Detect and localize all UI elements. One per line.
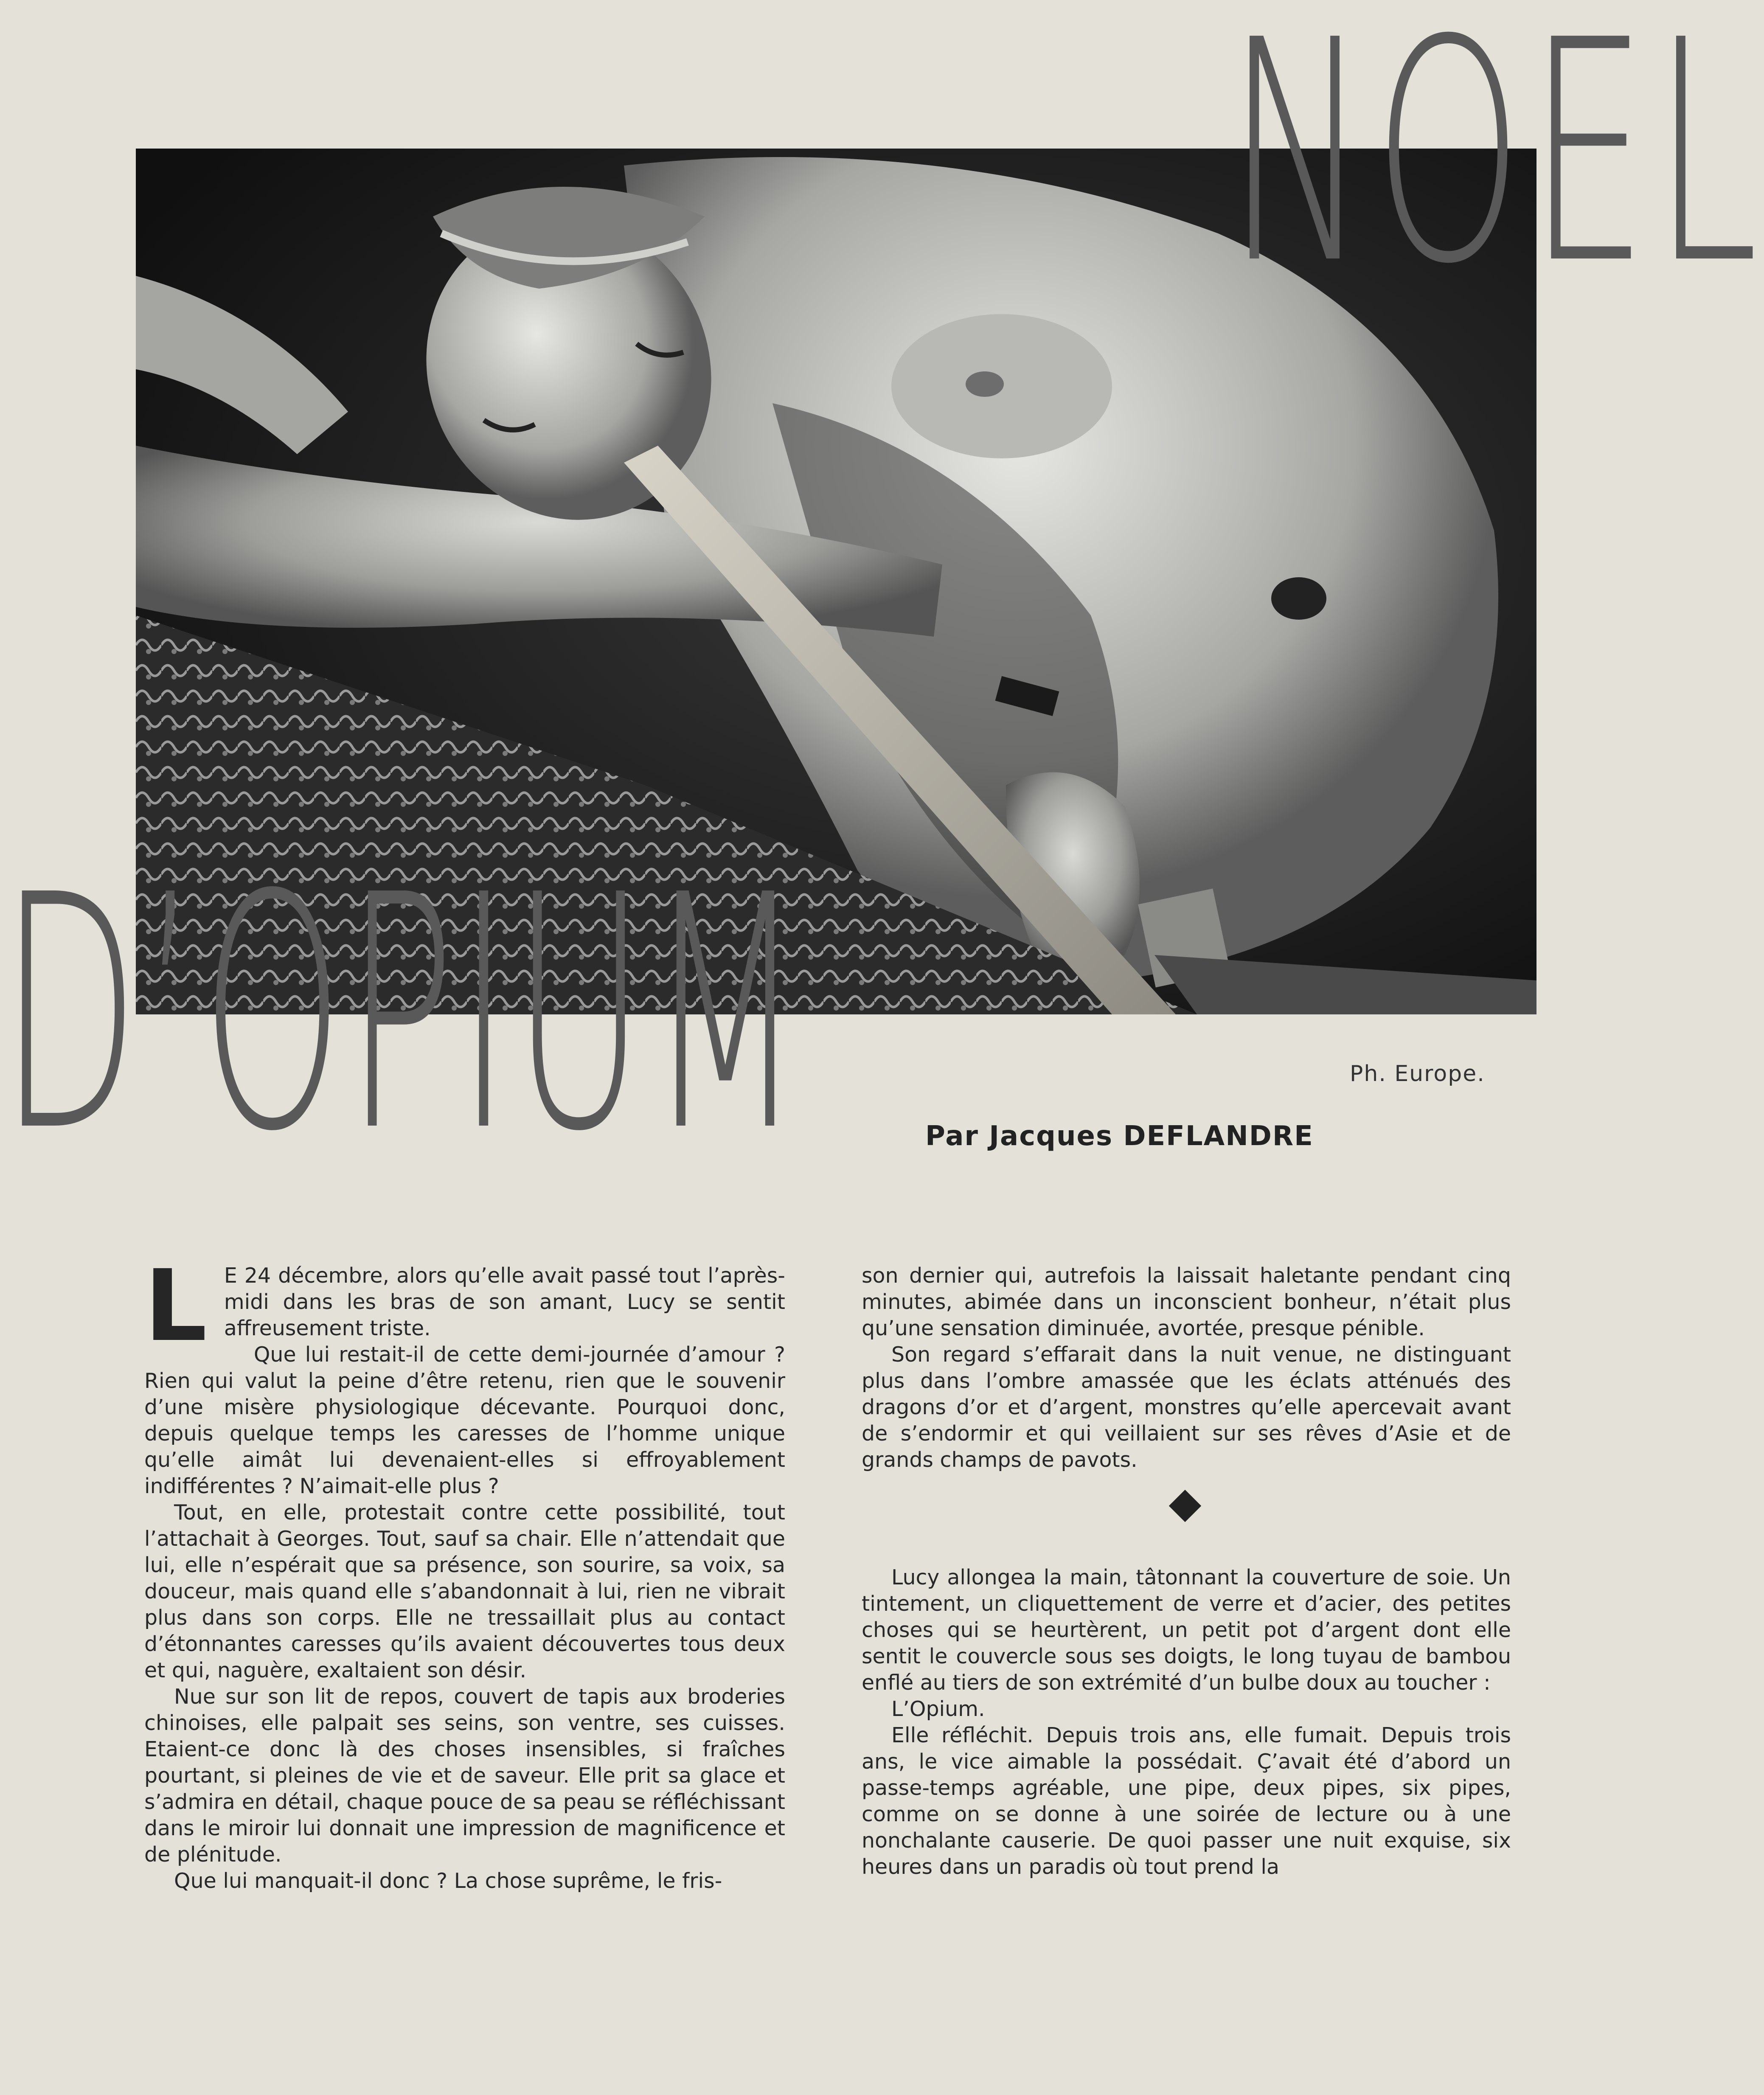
diamond-ornament-icon — [1169, 1490, 1201, 1522]
article-paragraph-2: Que lui restait-il de cette demi-journée d’amour ? Rien qui valut la peine d’être retenu, rien que le souvenir d’une misère physiologique décevante. Pourquoi donc, depuis quelque temps les caresses de l’homme unique qu’elle aimât lui devenaient-elles si effroyablement indifférentes ? N’aimait-elle plus ? — [144, 1342, 785, 1498]
article-paragraph-9: L’Opium. — [891, 1697, 985, 1721]
byline-author: DEFLANDRE — [1123, 1121, 1314, 1152]
article-paragraph-1-text: E 24 décembre, alors qu’elle avait passé tout l’après-midi dans les bras de son amant, Lucy se sentit affreusement triste. — [224, 1264, 785, 1340]
byline — [925, 1121, 1314, 1152]
article-paragraph-1 — [144, 1249, 785, 1363]
article-paragraph-3: Tout, en elle, protestait contre cette possibilité, tout l’attachait à Georges. Tout, sauf sa chair. Elle n’attendait que lui, elle n’espérait que sa présence, son sourire, sa voix, sa douceur, mais quand elle s’abandonnait à lui, rien ne vibrait plus dans son corps. Elle ne tressaillait plus au contact d’étonnantes caresses qu’ils avaient découvertes tous deux et qui, naguère, exaltaient son désir. — [144, 1500, 785, 1682]
article-paragraph-6: son dernier qui, autrefois la laissait haletante pendant cinq minutes, abimée dans un inconscient bonheur, n’était plus qu’une sensation diminuée, avortée, presque pénible. — [862, 1264, 1511, 1340]
article-paragraph-5: Que lui manquait-il donc ? La chose suprême, le fris- — [174, 1869, 722, 1893]
title-noel: NOEL — [1227, 0, 1764, 331]
section-separator — [862, 1473, 1511, 1564]
article-paragraph-10: Elle réfléchit. Depuis trois ans, elle fumait. Depuis trois ans, le vice aimable la possédait. Ç’avait été d’abord un passe-temps agréable, une pipe, deux pipes, six pipes, comme on se donne à une soirée de lecture ou à une nonchalante causerie. De quoi passer une nuit exquise, six heures dans un paradis où tout prend la — [862, 1723, 1511, 1879]
dropcap: L — [144, 1249, 207, 1363]
article-paragraph-4: Nue sur son lit de repos, couvert de tapis aux broderies chinoises, elle palpait ses seins, son ventre, ses cuisses. Etaient-ce donc là des choses insensibles, si fraîches pourtant, si pleines de vie et de saveur. Elle prit sa glace et s’admira en détail, chaque pouce de sa peau se réfléchissant dans le miroir lui donnait une impression de magnificence et de plénitude. — [144, 1685, 785, 1867]
article-paragraph-8: Lucy allongea la main, tâtonnant la couverture de soie. Un tintement, un cliquettement de verre et d’acier, des petites choses qui se heurtèrent, un petit pot d’argent dont elle sentit le couvercle sous ses doigts, le long tuyau de bambou enflé au tiers de son extrémité d’un bulbe doux au toucher : — [862, 1565, 1511, 1695]
photo-credit: Ph. Europe. — [1350, 1061, 1485, 1087]
article-paragraph-7: Son regard s’effarait dans la nuit venue, ne distinguant plus dans l’ombre amassée que les éclats atténués des dragons d’or et d’argent, monstres qu’elle apercevait avant de s’endormir et qui veillaient sur ses rêves d’Asie et de grands champs de pavots. — [862, 1342, 1511, 1472]
byline-prefix: Par Jacques — [925, 1121, 1124, 1152]
title-dopium: D’OPIUM — [0, 827, 806, 1202]
article-column-left — [144, 1249, 785, 1894]
article-column-right — [862, 1263, 1511, 1880]
